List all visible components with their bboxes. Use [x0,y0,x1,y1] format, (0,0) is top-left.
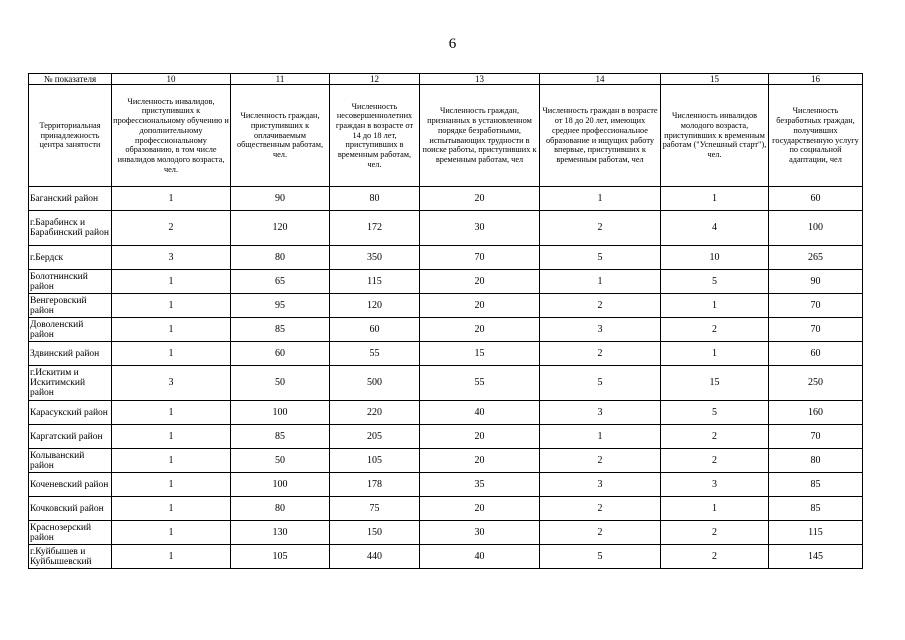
table-cell: 1 [661,342,769,366]
table-cell: 120 [231,211,330,246]
table-cell: 95 [231,294,330,318]
table-cell: 40 [420,401,540,425]
table-cell: 440 [330,545,420,569]
table-cell: 85 [769,473,863,497]
region-name: г.Бердск [29,246,112,270]
table-row [29,187,863,211]
region-name: г.Барабинск и Барабинский район [29,211,112,246]
table-cell: 1 [112,545,231,569]
table-cell: 4 [661,211,769,246]
table-cell: 85 [769,497,863,521]
table-cell: 3 [540,473,661,497]
table-cell: 160 [769,401,863,425]
table-cell: 50 [231,366,330,401]
table-cell: 70 [769,294,863,318]
table-cell: 80 [769,449,863,473]
table-row [29,366,863,401]
indicator-number-label: № показателя [29,74,112,85]
table-cell: 220 [330,401,420,425]
table-cell: 120 [330,294,420,318]
table-cell: 100 [231,473,330,497]
table-cell: 70 [769,318,863,342]
table-cell: 70 [420,246,540,270]
table-cell: 1 [661,497,769,521]
table-cell: 5 [661,270,769,294]
region-name: Болотнинский район [29,270,112,294]
table-row [29,211,863,246]
column-number: 10 [112,74,231,85]
table-cell: 90 [769,270,863,294]
table-cell: 60 [330,318,420,342]
table-cell: 1 [112,425,231,449]
column-header: Численность несовершеннолетних граждан в возрасте от 14 до 18 лет, приступивших в временным работам, чел. [330,85,420,187]
table-cell: 80 [330,187,420,211]
table-cell: 1 [661,187,769,211]
table-cell: 105 [231,545,330,569]
region-name: Колыванский район [29,449,112,473]
column-header-row [29,85,863,187]
table-cell: 105 [330,449,420,473]
table-cell: 2 [661,449,769,473]
table-cell: 20 [420,318,540,342]
region-name: Краснозерский район [29,521,112,545]
page-number: 6 [448,36,457,52]
column-number: 11 [231,74,330,85]
table-cell: 130 [231,521,330,545]
table-cell: 90 [231,187,330,211]
table-row [29,342,863,366]
table-cell: 100 [231,401,330,425]
table-cell: 2 [661,318,769,342]
table-cell: 35 [420,473,540,497]
column-number: 14 [540,74,661,85]
table-cell: 350 [330,246,420,270]
table-cell: 75 [330,497,420,521]
table-cell: 5 [661,401,769,425]
table-cell: 20 [420,449,540,473]
table-cell: 15 [661,366,769,401]
column-number: 12 [330,74,420,85]
region-name: Коченевский район [29,473,112,497]
table-cell: 500 [330,366,420,401]
table-cell: 20 [420,294,540,318]
table-cell: 205 [330,425,420,449]
table-cell: 3 [540,401,661,425]
table-cell: 60 [769,342,863,366]
table-cell: 20 [420,187,540,211]
region-name: Венгеровский район [29,294,112,318]
column-header: Численность инвалидов молодого возраста, приступивших к временным работам ("Успешный старт"), чел. [661,85,769,187]
table-cell: 150 [330,521,420,545]
table-cell: 80 [231,497,330,521]
table-cell: 1 [112,318,231,342]
column-header: Численность граждан в возрасте от 18 до 20 лет, имеющих среднее профессиональное образование и ищущих работу впервые, приступивших к временным работам, чел [540,85,661,187]
column-number: 13 [420,74,540,85]
table-cell: 40 [420,545,540,569]
table-cell: 65 [231,270,330,294]
table-cell: 10 [661,246,769,270]
region-name: Каргатский район [29,425,112,449]
table-row [29,521,863,545]
table-cell: 85 [231,425,330,449]
region-name: Кочковский район [29,497,112,521]
table-cell: 2 [540,211,661,246]
row-header-label: Территориальная принадлежность центра занятости [29,85,112,187]
table-cell: 145 [769,545,863,569]
column-number: 16 [769,74,863,85]
table-cell: 80 [231,246,330,270]
table-cell: 250 [769,366,863,401]
table-cell: 1 [112,342,231,366]
column-header: Численность граждан, приступивших к оплачиваемым общественным работам, чел. [231,85,330,187]
table-cell: 55 [330,342,420,366]
table-cell: 1 [112,473,231,497]
table-cell: 1 [540,425,661,449]
table-cell: 2 [540,521,661,545]
column-header: Численность инвалидов, приступивших к профессиональному обучению и дополнительному профессиональному образованию, в том числе инвалидов молодого возраста, чел. [112,85,231,187]
table-cell: 60 [231,342,330,366]
table-cell: 2 [661,545,769,569]
table-cell: 178 [330,473,420,497]
region-name: Баганский район [29,187,112,211]
table-cell: 1 [112,449,231,473]
table-cell: 85 [231,318,330,342]
column-number: 15 [661,74,769,85]
table-row [29,270,863,294]
table-cell: 15 [420,342,540,366]
table-cell: 2 [540,294,661,318]
table-cell: 1 [112,187,231,211]
table-cell: 115 [330,270,420,294]
table-cell: 2 [540,342,661,366]
region-name: Здвинский район [29,342,112,366]
region-name: Доволенский район [29,318,112,342]
table-row [29,401,863,425]
table-cell: 50 [231,449,330,473]
table-cell: 5 [540,246,661,270]
table-row [29,246,863,270]
table-cell: 1 [661,294,769,318]
table-cell: 20 [420,497,540,521]
statistics-table [28,73,863,569]
table-cell: 5 [540,366,661,401]
table-cell: 2 [112,211,231,246]
column-header: Численность граждан, признанных в установленном порядке безработными, испытывающих трудности в поиске работы, приступивших к временным работам, чел [420,85,540,187]
table-cell: 3 [540,318,661,342]
table-cell: 1 [540,187,661,211]
region-name: Карасукский район [29,401,112,425]
table-cell: 3 [112,366,231,401]
table-row [29,294,863,318]
table-cell: 5 [540,545,661,569]
table-cell: 2 [540,449,661,473]
table-cell: 172 [330,211,420,246]
table-cell: 2 [661,425,769,449]
table-cell: 1 [540,270,661,294]
table-row [29,497,863,521]
column-number-row [29,74,863,85]
table-cell: 55 [420,366,540,401]
table-cell: 115 [769,521,863,545]
table-cell: 100 [769,211,863,246]
table-cell: 1 [112,270,231,294]
table-cell: 70 [769,425,863,449]
table-cell: 30 [420,211,540,246]
table-row [29,425,863,449]
table-cell: 265 [769,246,863,270]
table-cell: 60 [769,187,863,211]
column-header: Численность безработных граждан, получивших государственную услугу по социальной адаптации, чел [769,85,863,187]
table-cell: 1 [112,294,231,318]
region-name: г.Искитим и Искитимский район [29,366,112,401]
table-cell: 2 [661,521,769,545]
table-row [29,449,863,473]
table-cell: 30 [420,521,540,545]
table-row [29,473,863,497]
table-cell: 20 [420,425,540,449]
table-cell: 1 [112,497,231,521]
table-cell: 3 [112,246,231,270]
table-cell: 20 [420,270,540,294]
table-cell: 3 [661,473,769,497]
table-cell: 2 [540,497,661,521]
table-row [29,318,863,342]
table-row [29,545,863,569]
region-name: г.Куйбышев и Куйбышевский [29,545,112,569]
table-cell: 1 [112,401,231,425]
table-cell: 1 [112,521,231,545]
